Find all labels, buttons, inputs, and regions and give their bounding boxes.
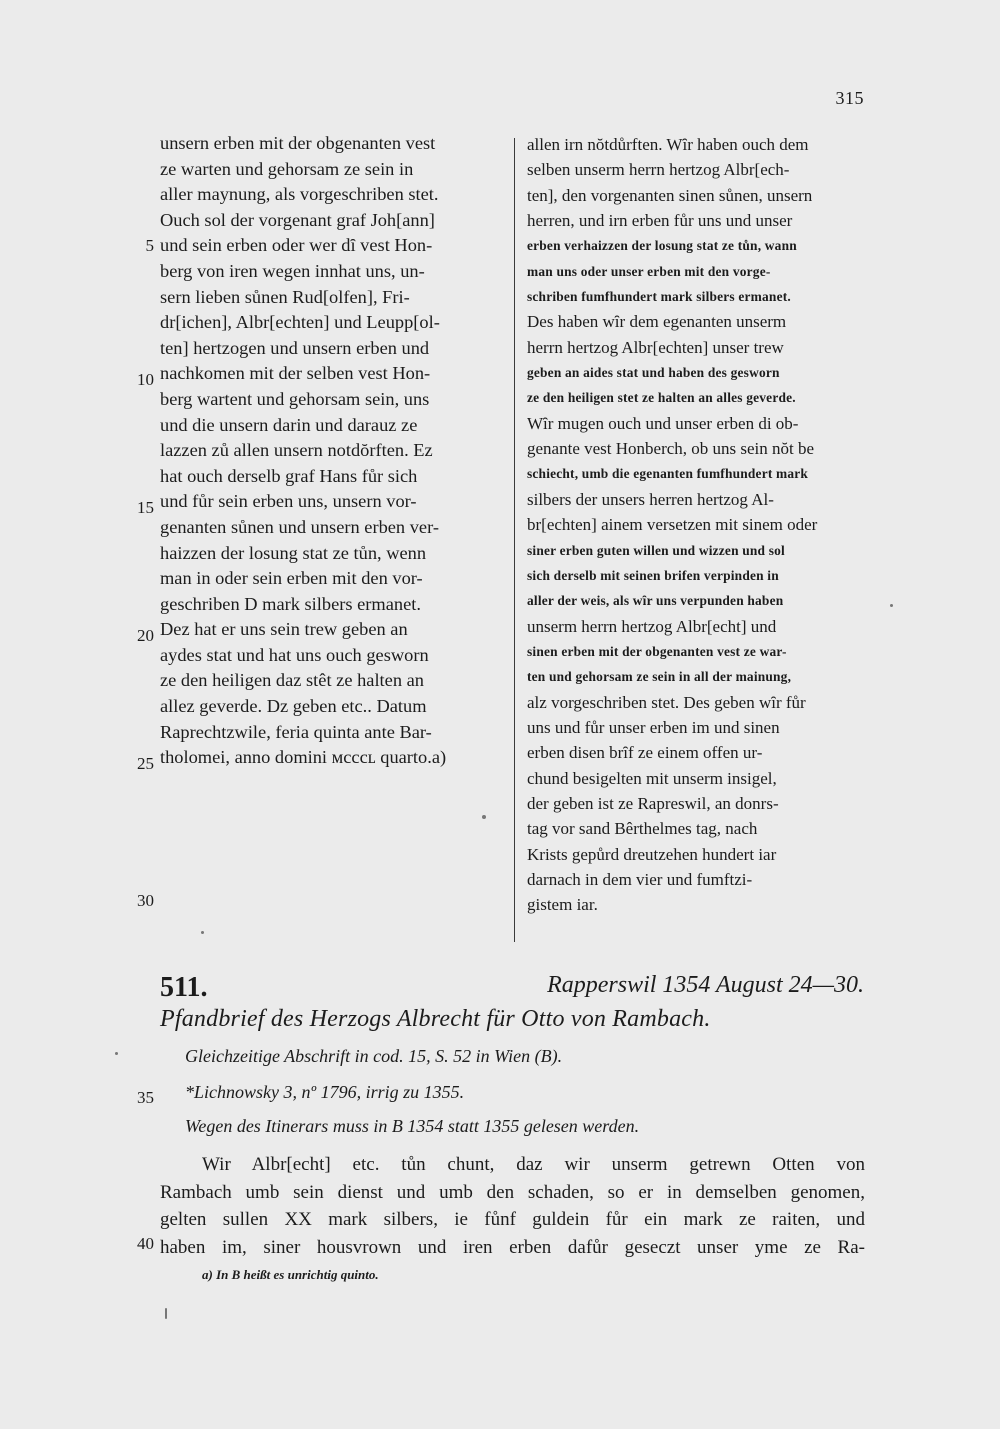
line-number: 20 — [137, 626, 154, 645]
left-line: und fůr sein erben uns, unsern vor- — [160, 491, 417, 512]
right-line: ten], den vorgenanten sinen sůnen, unsern — [527, 185, 813, 205]
left-line: und sein erben oder wer dȋ vest Hon- — [160, 235, 433, 256]
right-line: ten und gehorsam ze sein in all der mainung, — [527, 669, 792, 685]
left-line: ten] hertzogen und unsern erben und — [160, 337, 430, 358]
left-line: berg von iren wegen innhat uns, un- — [160, 260, 425, 281]
body-line: haben im, siner housvrown und iren erben dafůr geseczt unser yme ze Ra- — [160, 1236, 865, 1258]
body-line: gelten sullen XX mark silbers, ie fůnf guldein fůr ein mark ze raiten, und — [160, 1209, 865, 1230]
left-line: hat ouch derselb graf Hans fůr sich — [160, 465, 418, 486]
ink-speck — [115, 1052, 118, 1055]
left-line: allez geverde. Dz geben etc.. Datum — [160, 696, 427, 717]
right-line: aller der weis, als wȋr uns verpunden haben — [527, 593, 784, 609]
right-line: erben disen brȋf ze einem offen ur- — [527, 743, 763, 763]
line-number: 25 — [137, 754, 154, 773]
document-number: 511. — [160, 972, 208, 1003]
line-number: 15 — [137, 498, 154, 517]
left-line: tholomei, anno domini ᴍcccʟ quarto.a) — [160, 747, 447, 768]
reference-note: *Lichnowsky 3, nº 1796, irrig zu 1355. — [185, 1082, 465, 1102]
footnote: a) In B heißt es unrichtig quinto. — [202, 1267, 379, 1282]
right-line: darnach in dem vier und fumftzi- — [527, 869, 753, 889]
line-number: 30 — [137, 891, 154, 910]
left-line: genanten sůnen und unsern erben ver- — [160, 516, 439, 537]
right-line: chund besigelten mit unserm insigel, — [527, 768, 777, 788]
right-line: alz vorgeschriben stet. Des geben wȋr fůr — [527, 692, 806, 712]
left-line: unsern erben mit der obgenanten vest — [160, 133, 436, 153]
ink-speck — [201, 931, 204, 934]
line-number: 10 — [137, 370, 154, 389]
right-line: herrn hertzog Albr[echten] unser trew — [527, 337, 784, 357]
right-line: Krists gepůrd dreutzehen hundert iar — [527, 844, 777, 864]
right-line: br[echten] ainem versetzen mit sinem oder — [527, 515, 818, 535]
right-column — [527, 132, 867, 918]
left-line: man in oder sein erben mit den vor- — [160, 568, 423, 589]
left-line: ze den heiligen daz stêt ze halten an — [160, 670, 424, 691]
line-number: 40 — [137, 1234, 154, 1253]
line-number: 5 — [145, 236, 154, 255]
right-line: ze den heiligen stet ze halten an alles geverde. — [527, 390, 796, 406]
right-line: sich derselb mit seinen brifen verpinden in — [527, 567, 779, 583]
right-line: herren, und irn erben fůr uns und unser — [527, 211, 793, 231]
column-divider — [514, 138, 515, 942]
left-line: berg wartent und gehorsam sein, uns — [160, 388, 430, 409]
left-line: aller maynung, als vorgeschriben stet. — [160, 184, 439, 205]
right-line: sinen erben mit der obgenanten vest ze war- — [527, 643, 787, 659]
line-number: 35 — [137, 1088, 154, 1107]
right-line: der geben ist ze Rapreswil, an donrs- — [527, 793, 779, 813]
right-line: erben verhaizzen der losung stat ze tůn, wann — [527, 238, 797, 254]
right-line: unserm herrn hertzog Albr[echt] und — [527, 616, 777, 636]
right-line: Des haben wȋr dem egenanten unserm — [527, 312, 787, 332]
body-line: Rambach umb sein dienst und umb den schaden, so er in demselben genomen, — [160, 1181, 865, 1203]
right-line: schiecht, umb die egenanten fumfhundert mark — [527, 466, 809, 482]
right-line: silbers der unsers herren hertzog Al- — [527, 489, 774, 509]
right-line: selben unserm herrn hertzog Albr[ech- — [527, 160, 790, 180]
right-line: allen irn nŏtdůrften. Wȋr haben ouch dem — [527, 135, 809, 154]
right-line: man uns oder unser erben mit den vorge- — [527, 263, 771, 279]
source-note: Gleichzeitige Abschrift in cod. 15, S. 52 in Wien (B). — [185, 1046, 563, 1066]
ink-speck — [482, 815, 486, 819]
right-line: uns und fůr unser erben im und sinen — [527, 717, 780, 737]
left-line: geschriben D mark silbers ermanet. — [160, 593, 421, 614]
left-column — [160, 131, 502, 771]
right-line: tag vor sand Bêrthelmes tag, nach — [527, 819, 758, 839]
left-line: Raprechtzwile, feria quinta ante Bar- — [160, 721, 432, 742]
document-title: Pfandbrief des Herzogs Albrecht für Otto von Rambach. — [160, 1006, 711, 1032]
document-body — [160, 1151, 865, 1261]
remark-note: Wegen des Itinerars muss in B 1354 statt 1355 gelesen werden. — [185, 1116, 640, 1136]
right-line: genante vest Honberch, ob uns sein nŏt be — [527, 439, 815, 459]
left-line: nachkomen mit der selben vest Hon- — [160, 363, 431, 384]
ink-mark — [165, 1308, 167, 1319]
left-line: und die unsern darin und darauz ze — [160, 414, 418, 435]
left-line: Ouch sol der vorgenant graf Joh[ann] — [160, 209, 435, 230]
right-line: schriben fumfhundert mark silbers ermanet. — [527, 289, 791, 305]
left-line: sern lieben sůnen Rud[olfen], Fri- — [160, 286, 410, 307]
right-line: gistem iar. — [527, 895, 598, 915]
page-number: 315 — [835, 88, 864, 108]
ink-speck — [890, 604, 893, 607]
right-line: siner erben guten willen und wizzen und sol — [527, 542, 785, 558]
left-line: dr[ichen], Albr[echten] und Leupp[ol- — [160, 312, 440, 333]
left-line: lazzen zů allen unsern notdŏrften. Ez — [160, 440, 433, 461]
right-line: Wȋr mugen ouch und unser erben di ob- — [527, 413, 799, 433]
right-line: geben an aides stat und haben des gesworn — [527, 365, 780, 381]
body-line: Wir Albr[echt] etc. tůn chunt, daz wir unserm getrewn Otten von — [202, 1154, 865, 1175]
left-line: haizzen der losung stat ze tůn, wenn — [160, 542, 427, 563]
document-date: Rapperswil 1354 August 24—30. — [547, 972, 864, 998]
left-line: aydes stat und hat uns ouch gesworn — [160, 644, 429, 665]
left-line: ze warten und gehorsam ze sein in — [160, 158, 414, 179]
left-line: Dez hat er uns sein trew geben an — [160, 619, 408, 640]
